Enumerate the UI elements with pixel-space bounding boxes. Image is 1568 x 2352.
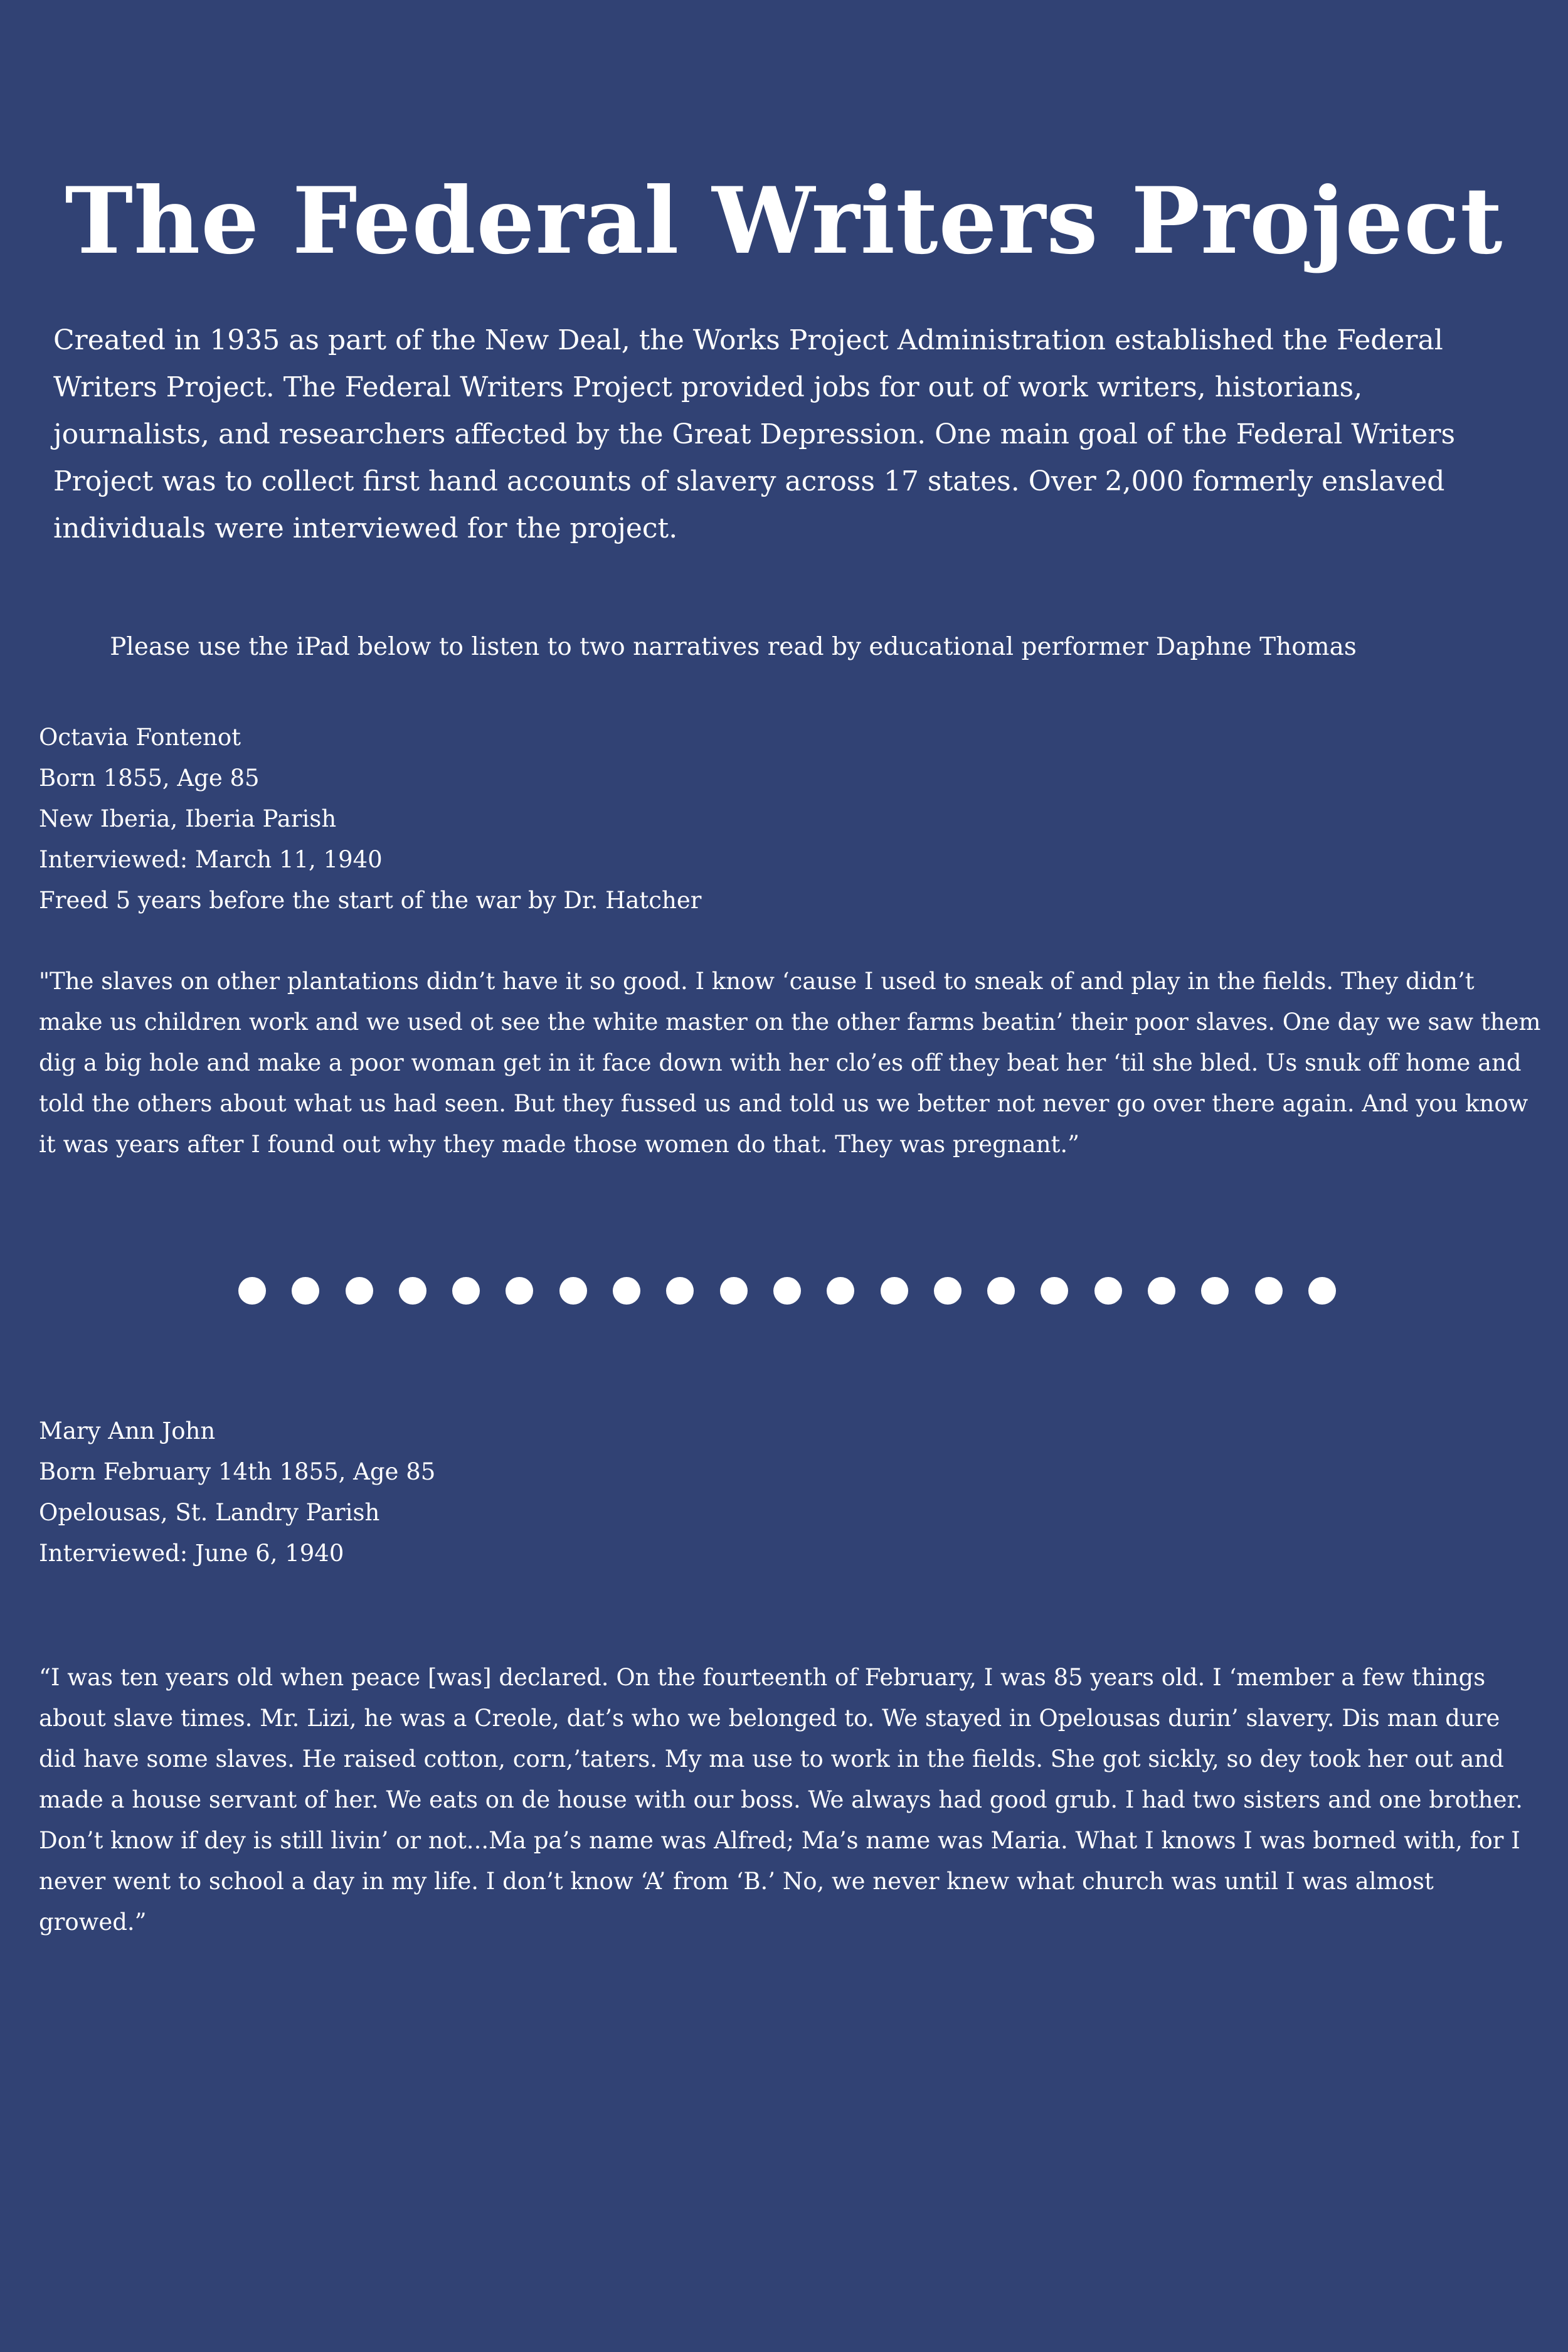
divider-dot-icon	[506, 1277, 533, 1305]
divider-dot-icon	[238, 1277, 266, 1305]
bio-birth: Born February 14th 1855, Age 85	[39, 1458, 436, 1485]
divider-dot-icon	[987, 1277, 1015, 1305]
divider-dot-icon	[559, 1277, 587, 1305]
narrative-quote-mary-ann-john: “I was ten years old when peace [was] declared. On the fourteenth of February, I was 85 years old. I ‘member a few things about slave times. Mr. Lizi, he was a Creole, dat’s who we belonged to. We stayed in Opelousas durin’ slavery. Dis man dure did have some slaves. He raised cotton, corn,’taters. My ma use to work in the fields. She got sickly, so dey took her out and made a house servant of her. We eats on de house with our boss. We always had good grub. I had two sisters and one brother. Don’t know if dey is still livin’ or not...Ma pa’s name was Alfred; Ma’s name was Maria. What I knows I was borned with, for I never went to school a day in my life. I don’t know ‘A’ from ‘B.’ No, we never knew what church was until I was almost growed.”	[39, 1664, 1523, 1936]
narrator-bio-octavia-fontenot	[39, 717, 701, 921]
ipad-instruction: Please use the iPad below to listen to two narratives read by educational performer Daphne Thomas	[110, 633, 1357, 661]
divider-dot-icon	[346, 1277, 373, 1305]
bio-interview-date: Interviewed: June 6, 1940	[39, 1540, 344, 1567]
bio-interview-date: Interviewed: March 11, 1940	[39, 846, 383, 873]
divider-dot-icon	[1201, 1277, 1229, 1305]
narrative-quote-octavia-fontenot: "The slaves on other plantations didn’t have it so good. I know ‘cause I used to sneak of and play in the fields. They didn’t make us children work and we used ot see the white master on the other farms beatin’ their poor slaves. One day we saw them dig a big hole and make a poor woman get in it face down with her clo’es off they beat her ‘til she bled. Us snuk off home and told the others about what us had seen. But they fussed us and told us we better not never go over there again. And you know it was years after I found out why they made those women do that. They was pregnant.”	[39, 968, 1541, 1158]
divider-dot-icon	[934, 1277, 961, 1305]
bio-birth: Born 1855, Age 85	[39, 765, 260, 792]
divider-dot-icon	[1041, 1277, 1068, 1305]
bio-location: Opelousas, St. Landry Parish	[39, 1499, 380, 1526]
bio-note: Freed 5 years before the start of the war by Dr. Hatcher	[39, 887, 702, 914]
page-title: The Federal Writers Project	[65, 167, 1503, 275]
bio-location: New Iberia, Iberia Parish	[39, 805, 337, 832]
divider-dot-icon	[1308, 1277, 1336, 1305]
divider-dot-icon	[1255, 1277, 1283, 1305]
intro-paragraph: Created in 1935 as part of the New Deal, the Works Project Administration established the Federal Writers Project. The Federal Writers Project provided jobs for out of work writers, historians, journalists, and researchers affected by the Great Depression. One main goal of the Federal Writers Project was to collect first hand accounts of slavery across 17 states. Over 2,000 formerly enslaved individuals were interviewed for the project.	[53, 324, 1456, 544]
divider-dot-icon	[666, 1277, 694, 1305]
divider-dot-icon	[1094, 1277, 1122, 1305]
divider-dot-icon	[399, 1277, 426, 1305]
divider-dot-icon	[773, 1277, 801, 1305]
divider-dot-icon	[827, 1277, 854, 1305]
divider-dot-icon	[881, 1277, 908, 1305]
divider-dot-icon	[613, 1277, 640, 1305]
narrator-bio-mary-ann-john	[39, 1411, 435, 1574]
divider-dot-icon	[1148, 1277, 1175, 1305]
divider-dot-icon	[292, 1277, 319, 1305]
bio-name: Mary Ann John	[39, 1417, 216, 1444]
dot-divider	[238, 1276, 1336, 1305]
divider-dot-icon	[720, 1277, 748, 1305]
divider-dot-icon	[452, 1277, 480, 1305]
bio-name: Octavia Fontenot	[39, 724, 241, 751]
